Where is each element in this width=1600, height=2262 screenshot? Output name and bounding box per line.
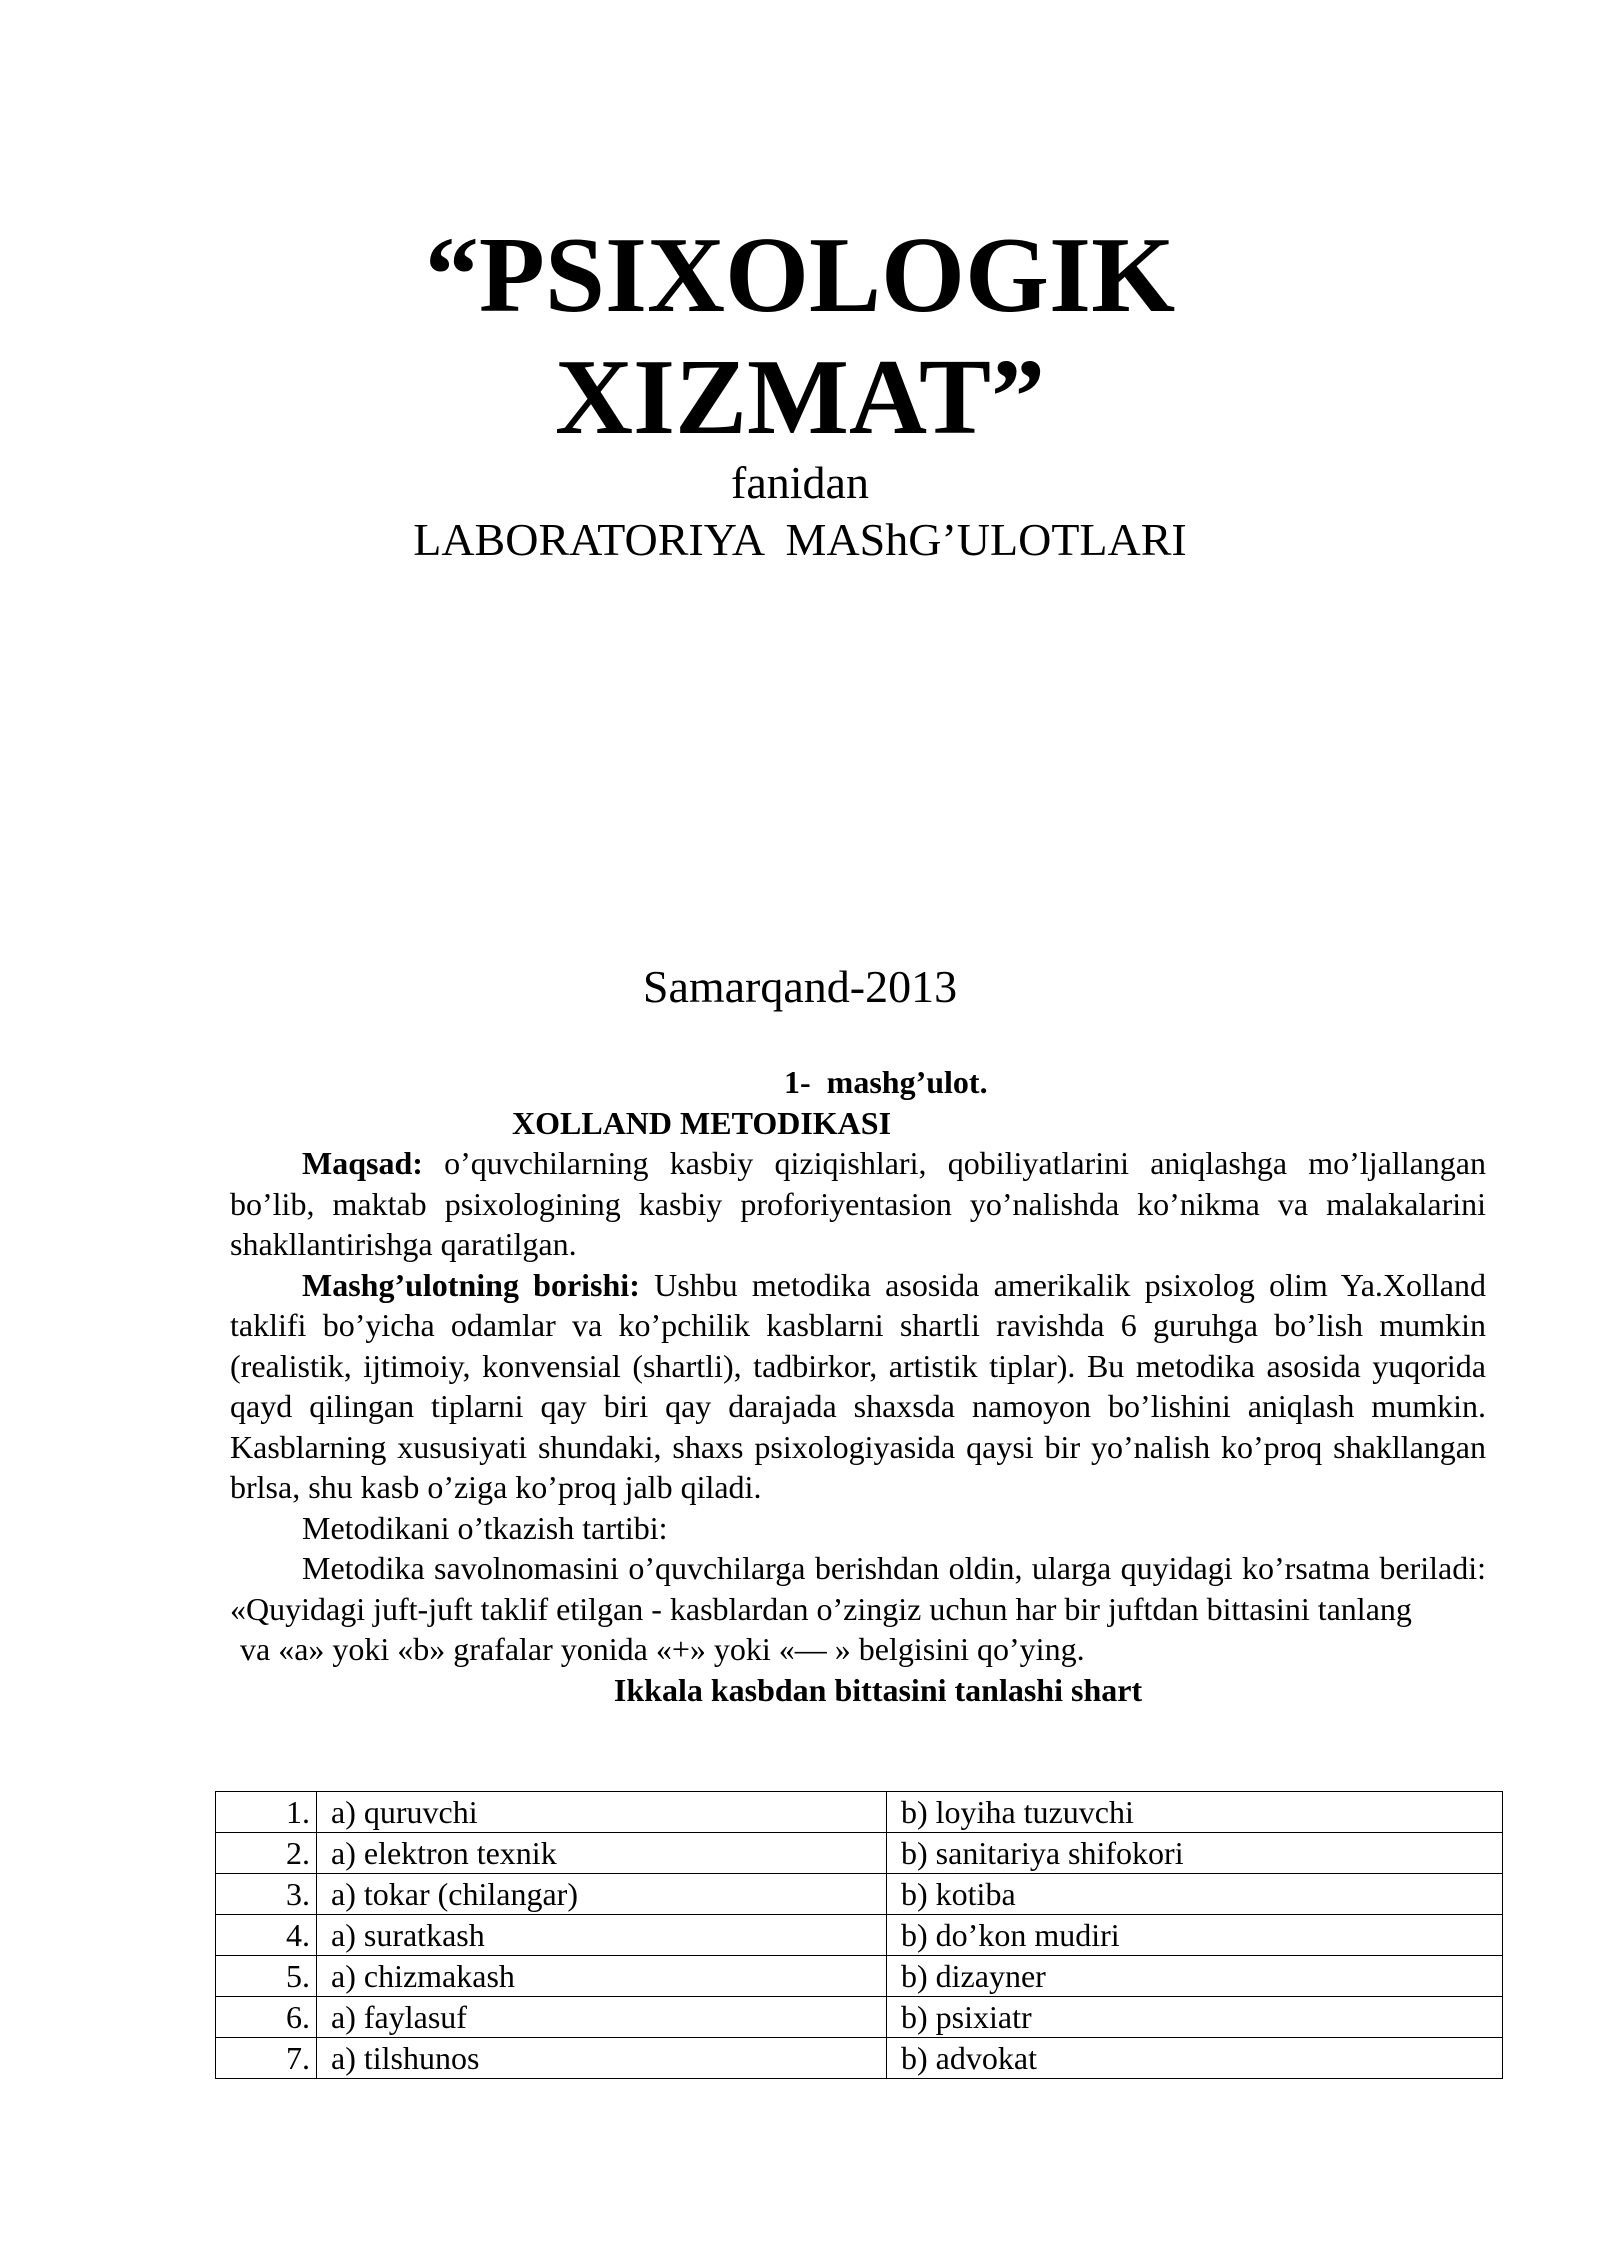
- option-a: a) faylasuf: [317, 1997, 887, 2038]
- option-a: a) elektron texnik: [317, 1833, 887, 1874]
- procedure-paragraph: [230, 1265, 1486, 1508]
- row-number: 1.: [216, 1792, 317, 1833]
- option-b: b) loyiha tuzuvchi: [887, 1792, 1503, 1833]
- lesson-content: [230, 1062, 1486, 1710]
- option-b: b) dizayner: [887, 1956, 1503, 1997]
- row-number: 7.: [216, 2038, 317, 2079]
- city-year: Samarqand-2013: [642, 961, 958, 1012]
- order-label: Metodikani o’tkazish tartibi:: [302, 1509, 668, 1546]
- option-a: a) quruvchi: [317, 1792, 887, 1833]
- title-line-1: “PSIXOLOGIK: [424, 216, 1176, 335]
- table-row: [216, 2038, 1503, 2079]
- table-row: [216, 1997, 1503, 2038]
- table-row: [216, 1792, 1503, 1833]
- choices-table: [215, 1791, 1503, 2079]
- option-b: b) sanitariya shifokori: [887, 1833, 1503, 1874]
- option-b: b) psixiatr: [887, 1997, 1503, 2038]
- goal-text: o’quvchilarning kasbiy qiziqishlari, qobiliyatlarini aniqlashga mo’ljallangan bo’lib, maktab psixologining kasbiy proforiyentasion yo’nalishda ko’nikma va malakalarini shakllantirishga qaratilgan.: [230, 1145, 1486, 1262]
- procedure-text: Ushbu metodika asosida amerikalik psixolog olim Ya.Xolland taklifi bo’yicha odamlar va ko’pchilik kasblarni shartli ravishda 6 guruhga bo’lish mumkin (realistik, ijtimoiy, konvensial (shartli), tadbirkor, artistik tiplar). Bu metodika asosida yuqorida qayd qilingan tiplarni qay biri qay darajada shaxsda namoyon bo’lishini aniqlash mumkin. Kasblarning xususiyati shundaki, shaxs psixologiyasida qaysi bir yo’nalish ko’proq shakllangan brlsa, shu kasb o’ziga ko’proq jalb qiladi.: [230, 1266, 1487, 1505]
- title-line-2: XIZMAT”: [554, 338, 1045, 457]
- procedure-label: Mashg’ulotning borishi:: [302, 1266, 640, 1303]
- row-number: 6.: [216, 1997, 317, 2038]
- instruction-last-line: va «a» yoki «b» grafalar yonida «+» yoki «— » belgisini qo’ying.: [240, 1631, 1085, 1667]
- table-row: [216, 1874, 1503, 1915]
- table-row: [216, 1956, 1503, 1997]
- goal-label: Maqsad:: [302, 1145, 423, 1181]
- option-b: b) kotiba: [887, 1874, 1503, 1915]
- option-a: a) chizmakash: [317, 1956, 887, 1997]
- option-a: a) tokar (chilangar): [317, 1874, 887, 1915]
- row-number: 5.: [216, 1956, 317, 1997]
- lesson-number: 1- mashg’ulot: [784, 1064, 980, 1100]
- instruction-paragraph: Metodika savolnomasini o’quvchilarga berishdan oldin, ularga quyidagi ko’rsatma beriladi: «Quyidagi juft-juft taklif etilgan - kasblardan o’zingiz uchun har bir juftdan bittasini tanlang: [230, 1550, 1486, 1627]
- lesson-heading: [230, 1062, 1486, 1103]
- document-type: LABORATORIYA MAShG’ULOTLARI: [413, 514, 1187, 565]
- table-row: [216, 1833, 1503, 1874]
- table-row: [216, 1915, 1503, 1956]
- row-number: 3.: [216, 1874, 317, 1915]
- option-b: b) do’kon mudiri: [887, 1915, 1503, 1956]
- method-title: XOLLAND METODIKASI: [512, 1104, 892, 1141]
- subtitle-fanidan: fanidan: [731, 457, 869, 508]
- row-number: 2.: [216, 1833, 317, 1874]
- option-a: a) tilshunos: [317, 2038, 887, 2079]
- goal-paragraph: [230, 1143, 1486, 1265]
- option-a: a) suratkash: [317, 1915, 887, 1956]
- row-number: 4.: [216, 1915, 317, 1956]
- lesson-number-period: .: [979, 1064, 988, 1100]
- option-b: b) advokat: [887, 2038, 1503, 2079]
- document-title: [0, 215, 1600, 459]
- table-caption: Ikkala kasbdan bittasini tanlashi shart: [613, 1671, 1143, 1708]
